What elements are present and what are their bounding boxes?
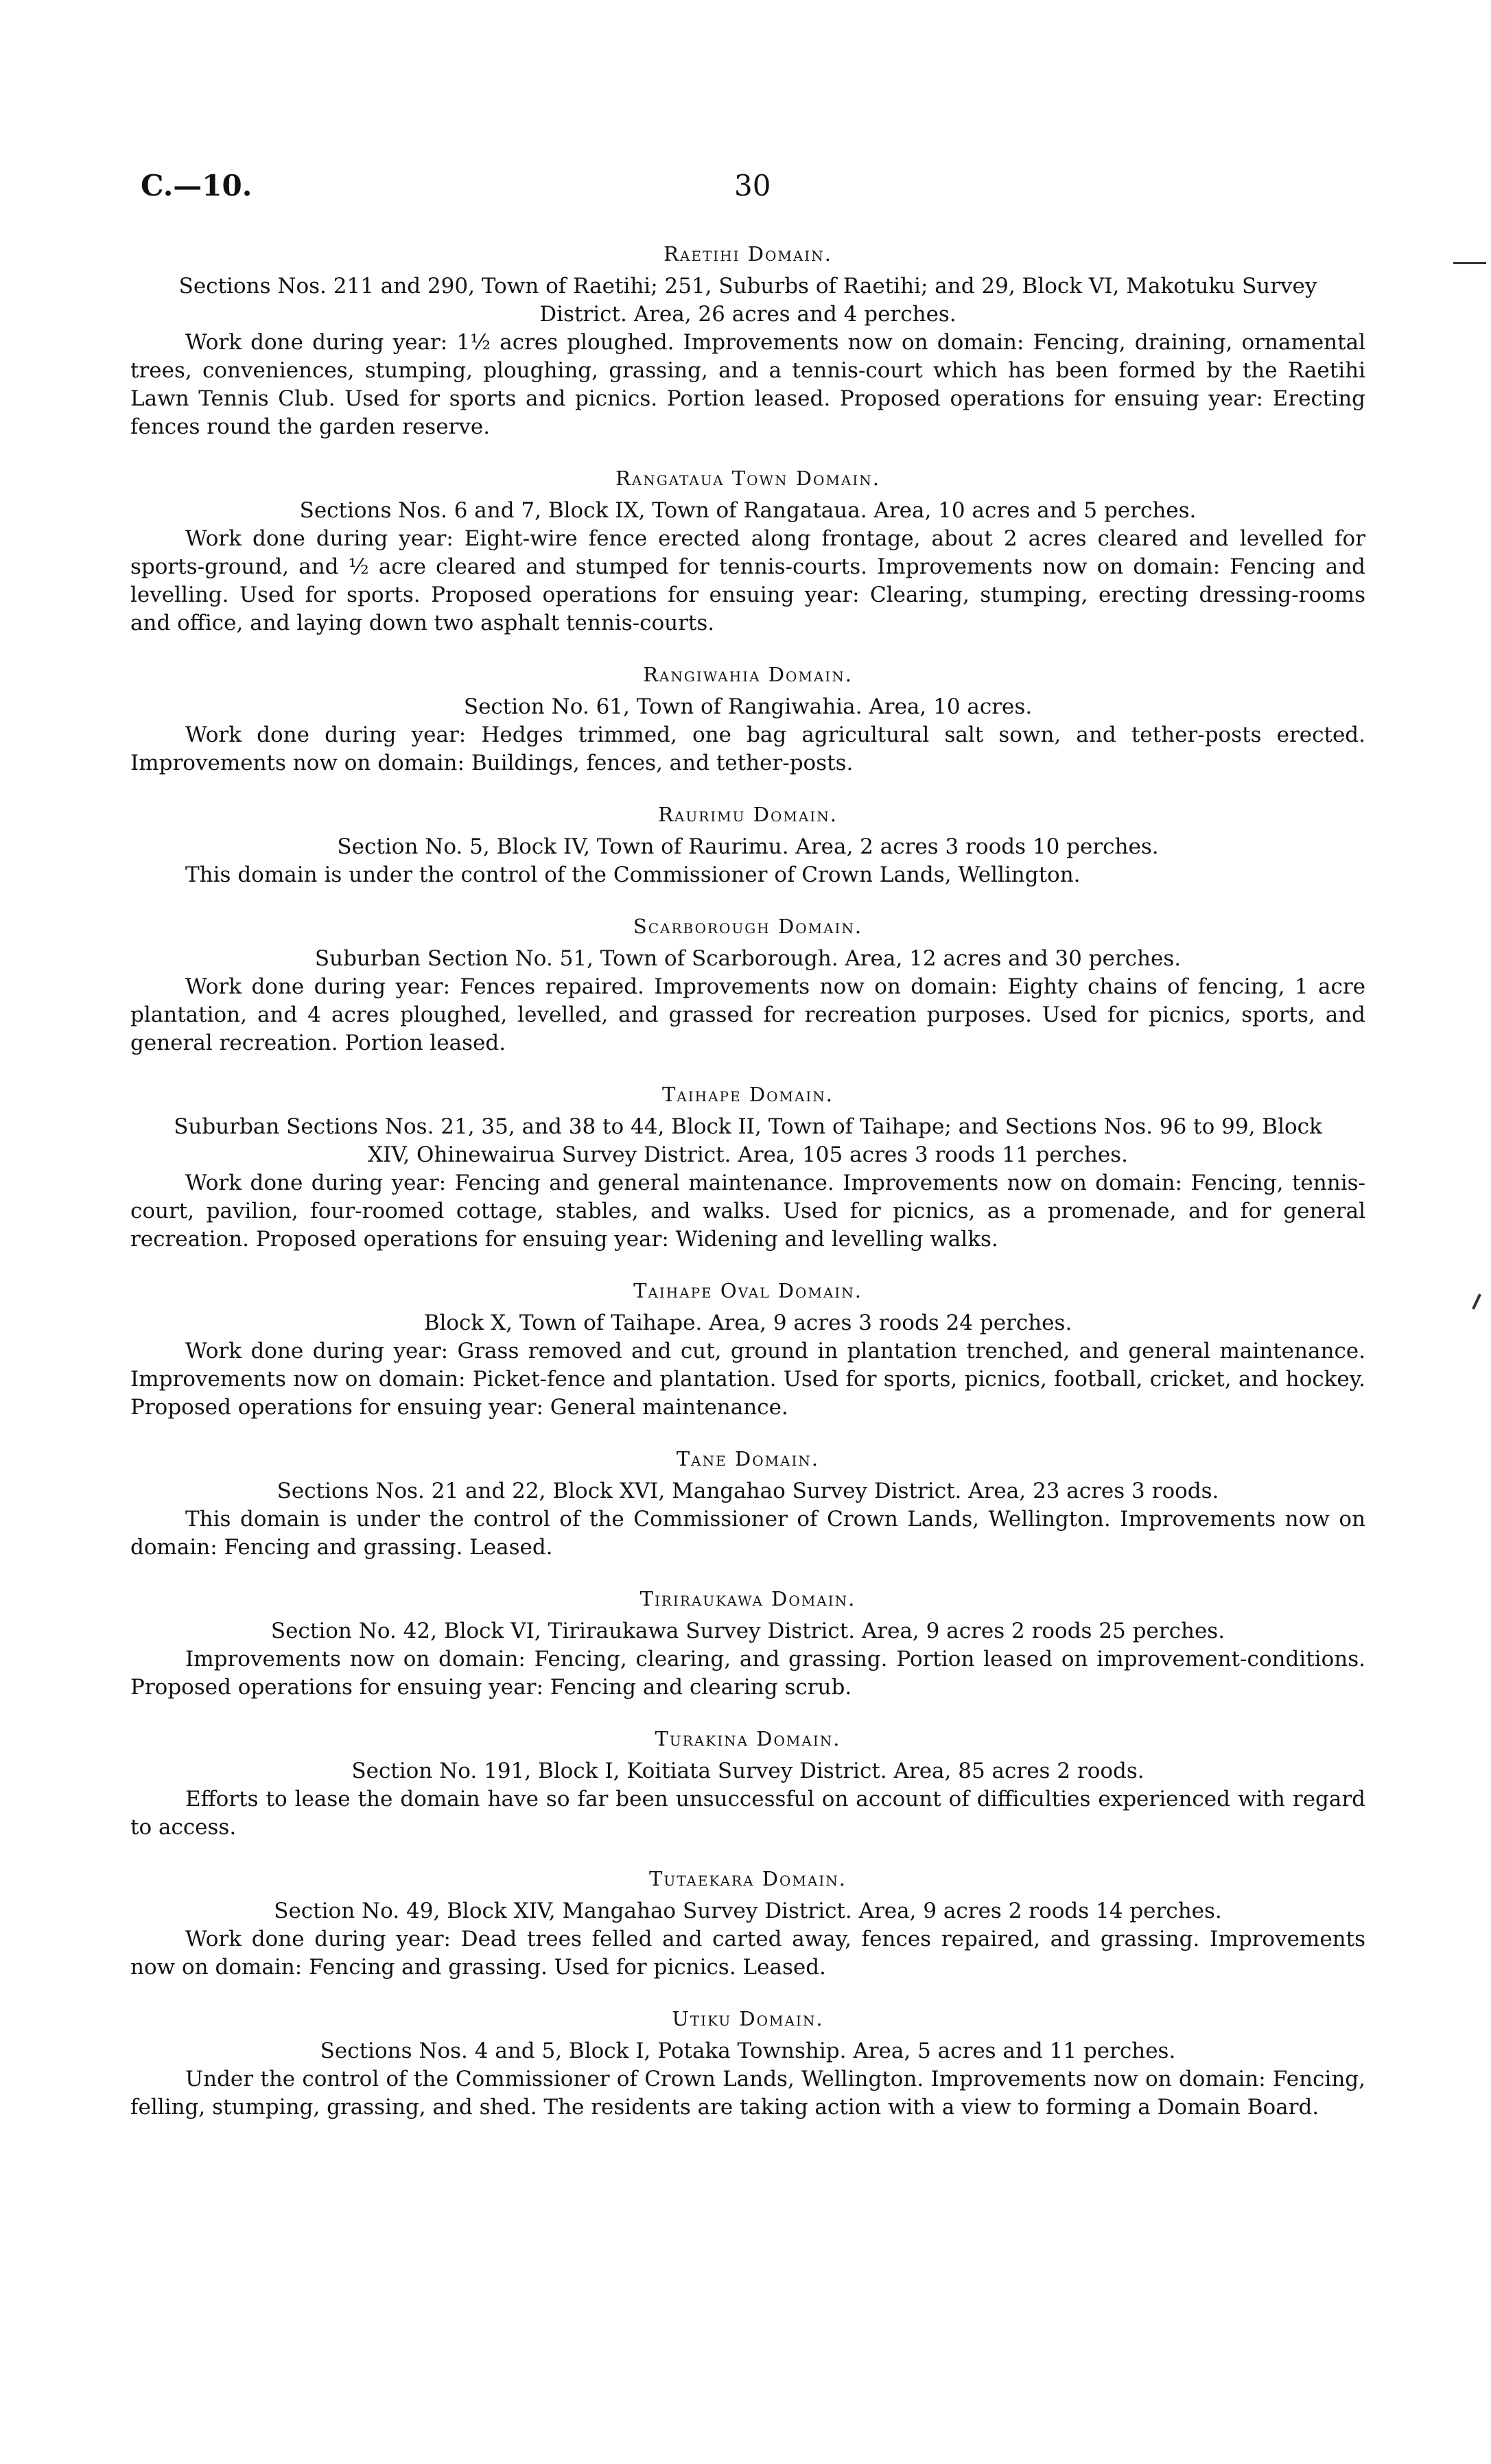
domain-heading: Tutaekara Domain. — [649, 1867, 847, 1890]
domain-text: Work done during year: Fencing and general maintenance. Improvements now on domain: Fencing, tennis-court, pavilion, four-roomed cottage, stables, and walks. Used for picnics, as a promenade, and for general recreation. Proposed operations for ensuing year: Widening and levelling walks. — [130, 1171, 1365, 1252]
domain-heading: Raetihi Domain. — [664, 242, 832, 266]
domain-text: Work done during year: Eight-wire fence erected along frontage, about 2 acres cleared and levelled for sports-ground, and ½ acre cleared and stumped for tennis-courts. Improvements now on domain: Fencing and levelling. Used for sports. Proposed operations for ensuing year: Clearing, stumping, erecting dressing-rooms and office, and laying down two asphalt tennis-courts. — [130, 526, 1365, 635]
domain-section — [130, 1865, 1365, 1982]
domain-text: Under the control of the Commissioner of Crown Lands, Wellington. Improvements now on domain: Fencing, felling, stumping, grassing, and shed. The residents are taking action with a view to forming a Domain Board. — [130, 2067, 1365, 2120]
domain-heading: Scarborough Domain. — [633, 915, 863, 938]
domain-location: Sections Nos. 21 and 22, Block XVI, Mangahao Survey District. Area, 23 acres 3 roods. — [277, 1479, 1219, 1503]
document-page — [130, 169, 1365, 2145]
domain-heading: Taihape Oval Domain. — [633, 1279, 862, 1302]
domain-location: Section No. 5, Block IV, Town of Raurimu. Area, 2 acres 3 roods 10 perches. — [337, 834, 1159, 859]
domain-section — [130, 1585, 1365, 1702]
domain-location: Suburban Section No. 51, Town of Scarborough. Area, 12 acres and 30 perches. — [314, 946, 1182, 971]
page-number: 30 — [734, 169, 771, 202]
domain-text: Work done during year: 1½ acres ploughed. Improvements now on domain: Fencing, draining, ornamental trees, conveniences, stumping, ploughing, grassing, and a tennis-court which has been formed by the Raetihi Lawn Tennis Club. Used for sports and picnics. Portion leased. Proposed operations for ensuing year: Erecting fences round the garden reserve. — [130, 330, 1365, 439]
margin-dash-mark — [1453, 262, 1486, 264]
domain-text: Improvements now on domain: Fencing, clearing, and grassing. Portion leased on improvement-conditions. Proposed operations for ensuing year: Fencing and clearing scrub. — [130, 1647, 1365, 1700]
domain-section — [130, 240, 1365, 441]
domain-text: Efforts to lease the domain have so far been unsuccessful on account of difficulties experienced with regard to access. — [130, 1787, 1365, 1840]
domain-location: Sections Nos. 211 and 290, Town of Raetihi; 251, Suburbs of Raetihi; and 29, Block VI, Makotuku Survey District. Area, 26 acres and 4 perches. — [178, 274, 1317, 327]
domain-section — [130, 465, 1365, 637]
domain-location: Sections Nos. 6 and 7, Block IX, Town of Rangataua. Area, 10 acres and 5 perches. — [299, 498, 1197, 523]
domain-heading: Rangiwahia Domain. — [643, 663, 853, 686]
margin-tick-mark — [1472, 1293, 1481, 1309]
domain-section — [130, 1725, 1365, 1842]
document-reference: C.—10. — [141, 169, 253, 202]
domain-section — [130, 2005, 1365, 2122]
domain-section — [130, 1445, 1365, 1562]
domain-section — [130, 1277, 1365, 1422]
running-header — [130, 169, 1365, 213]
domain-heading: Turakina Domain. — [655, 1727, 841, 1750]
domain-heading: Rangataua Town Domain. — [615, 467, 880, 490]
domain-section — [130, 1081, 1365, 1254]
domain-section — [130, 801, 1365, 889]
domain-text: Work done during year: Hedges trimmed, one bag agricultural salt sown, and tether-posts erected. Improvements now on domain: Buildings, fences, and tether-posts. — [130, 723, 1365, 775]
domain-location: Section No. 191, Block I, Koitiata Survey District. Area, 85 acres 2 roods. — [351, 1759, 1144, 1783]
domain-heading: Tane Domain. — [676, 1447, 820, 1470]
domain-location: Section No. 61, Town of Rangiwahia. Area, 10 acres. — [463, 694, 1033, 719]
domain-text: Work done during year: Dead trees felled and carted away, fences repaired, and grassing. Improvements now on domain: Fencing and grassing. Used for picnics. Leased. — [130, 1927, 1365, 1980]
domain-heading: Tiriraukawa Domain. — [639, 1587, 856, 1610]
domain-heading: Raurimu Domain. — [658, 803, 838, 826]
domain-section — [130, 913, 1365, 1057]
domain-heading: Taihape Domain. — [661, 1083, 834, 1106]
domain-location: Section No. 49, Block XIV, Mangahao Survey District. Area, 9 acres 2 roods 14 perches. — [274, 1899, 1222, 1923]
domain-text: This domain is under the control of the Commissioner of Crown Lands, Wellington. — [185, 863, 1081, 887]
domain-section — [130, 661, 1365, 777]
domain-location: Section No. 42, Block VI, Tiriraukawa Survey District. Area, 9 acres 2 roods 25 perches. — [270, 1619, 1225, 1643]
domain-text: Work done during year: Fences repaired. Improvements now on domain: Eighty chains of fencing, 1 acre plantation, and 4 acres ploughed, levelled, and grassed for recreation purposes. Used for picnics, sports, and general recreation. Portion leased. — [130, 974, 1365, 1055]
domain-location: Suburban Sections Nos. 21, 35, and 38 to 44, Block II, Town of Taihape; and Sections Nos. 96 to 99, Block XIV, Ohinewairua Survey District. Area, 105 acres 3 roods 11 perches. — [174, 1114, 1322, 1167]
domain-heading: Utiku Domain. — [672, 2007, 824, 2030]
domain-text: This domain is under the control of the Commissioner of Crown Lands, Wellington. Improvements now on domain: Fencing and grassing. Leased. — [130, 1507, 1365, 1560]
domain-location: Block X, Town of Taihape. Area, 9 acres 3 roods 24 perches. — [423, 1311, 1072, 1335]
domain-text: Work done during year: Grass removed and cut, ground in plantation trenched, and general maintenance. Improvements now on domain: Picket-fence and plantation. Used for sports, picnics, football, cricket, and hockey. Proposed operations for ensuing year: General maintenance. — [130, 1339, 1365, 1420]
domain-location: Sections Nos. 4 and 5, Block I, Potaka Township. Area, 5 acres and 11 perches. — [320, 2039, 1176, 2063]
